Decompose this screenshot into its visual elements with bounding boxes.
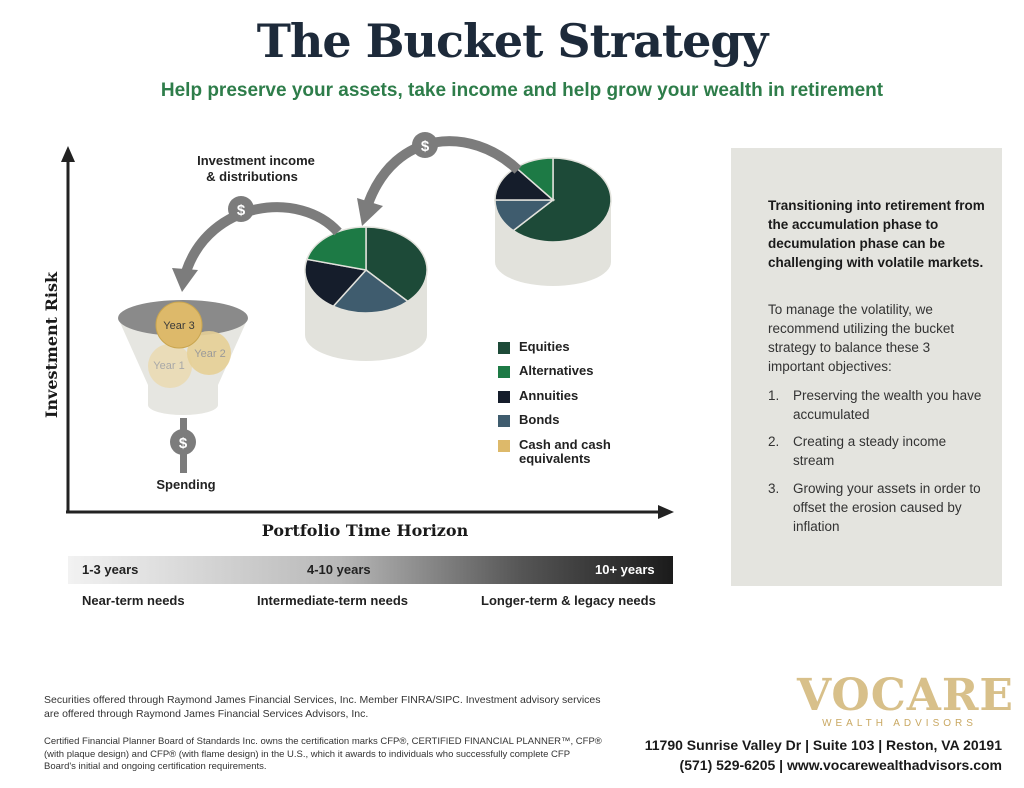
objective-text: Growing your assets in order to offset the erosion caused by inflation: [793, 481, 981, 534]
long-term-bucket: [495, 158, 611, 286]
intermediate-pie: [305, 227, 427, 313]
income-label-line1: Investment income: [197, 153, 315, 168]
legend-label: Annuities: [519, 388, 579, 403]
vocare-logo: VOCARE: [797, 670, 1014, 721]
objective-text: Preserving the wealth you have accumulated: [793, 388, 982, 422]
contact-address: 11790 Sunrise Valley Dr | Suite 103 | Reston, VA 20191: [644, 737, 1002, 753]
need-near-term: Near-term needs: [82, 593, 185, 608]
vocare-logo-tagline: WEALTH ADVISORS: [822, 718, 977, 729]
transfer-arrowhead-mid-to-near-icon: [172, 268, 198, 292]
y-axis-arrow-icon: [61, 146, 75, 162]
objective-item: [768, 479, 988, 536]
band-label-mid: 4-10 years: [307, 562, 371, 577]
band-label-short: 1-3 years: [82, 562, 139, 577]
legend-swatch: [498, 440, 510, 452]
x-axis-arrow-icon: [658, 505, 674, 519]
page-title: The Bucket Strategy: [256, 14, 768, 68]
objective-text: Creating a steady income stream: [793, 434, 947, 468]
disclaimer-securities: Securities offered through Raymond James Financial Services, Inc. Member FINRA/SIPC. Investment advisory services are offered through Raymond James Financial Services Advisors, Inc.: [44, 694, 601, 720]
legend-label: Alternatives: [519, 363, 594, 378]
sidebar-intro: To manage the volatility, we recommend utilizing the bucket strategy to balance these 3 important objectives:: [768, 302, 955, 374]
legend-swatch: [498, 415, 510, 427]
x-axis-label: Portfolio Time Horizon: [261, 521, 469, 540]
objective-number: 2.: [768, 434, 780, 449]
intermediate-bucket: [305, 227, 427, 361]
objective-number: 3.: [768, 481, 780, 496]
near-term-funnel: [118, 300, 248, 415]
legend-alternatives: [498, 364, 639, 378]
legend-equities: [498, 340, 639, 354]
contact-phone-web: (571) 529-6205 | www.vocarewealthadvisors.com: [679, 757, 1002, 773]
legend-swatch: [498, 391, 510, 403]
disclaimer-cfp: Certified Financial Planner Board of Standards Inc. owns the certification marks CFP®, CERTIFIED FINANCIAL PLANNER™, CFP® (with plaque design) and CFP® (with flame design) in the U.S., which it awards to individuals who successfully complete CFP Board's initial and ongoing certification requirements.: [44, 736, 602, 772]
legend-label: Equities: [519, 339, 570, 354]
legend-swatch: [498, 342, 510, 354]
legend-swatch: [498, 366, 510, 378]
need-intermediate: Intermediate-term needs: [257, 593, 408, 608]
page-subtitle: Help preserve your assets, take income and help grow your wealth in retirement: [160, 80, 884, 101]
band-label-long: 10+ years: [595, 562, 655, 577]
year-1-label: Year 1: [153, 360, 185, 372]
sidebar-heading: Transitioning into retirement from the accumulation phase to decumulation phase can be challenging with volatile markets.: [768, 198, 985, 270]
year-2-label: Year 2: [194, 348, 226, 360]
transfer-arrowhead-long-to-mid-icon: [357, 198, 383, 226]
legend-annuities: [498, 389, 639, 403]
dollar-symbol-mid: $: [236, 202, 246, 219]
dollar-symbol-spending: $: [178, 435, 188, 452]
objective-number: 1.: [768, 388, 780, 403]
dollar-symbol-top: $: [420, 138, 430, 155]
income-label-line2: & distributions: [206, 169, 298, 184]
y-axis-label: Investment Risk: [42, 271, 61, 419]
objective-item: [768, 432, 988, 470]
spending-label: Spending: [156, 477, 216, 492]
legend-bonds: [498, 413, 639, 427]
objective-item: [768, 386, 988, 424]
year-3-label: Year 3: [163, 320, 195, 332]
need-long-term: Longer-term & legacy needs: [481, 593, 656, 608]
legend-label: Cash and cash equivalents: [519, 437, 611, 466]
legend-label: Bonds: [519, 412, 560, 427]
legend-cash: [498, 438, 639, 466]
